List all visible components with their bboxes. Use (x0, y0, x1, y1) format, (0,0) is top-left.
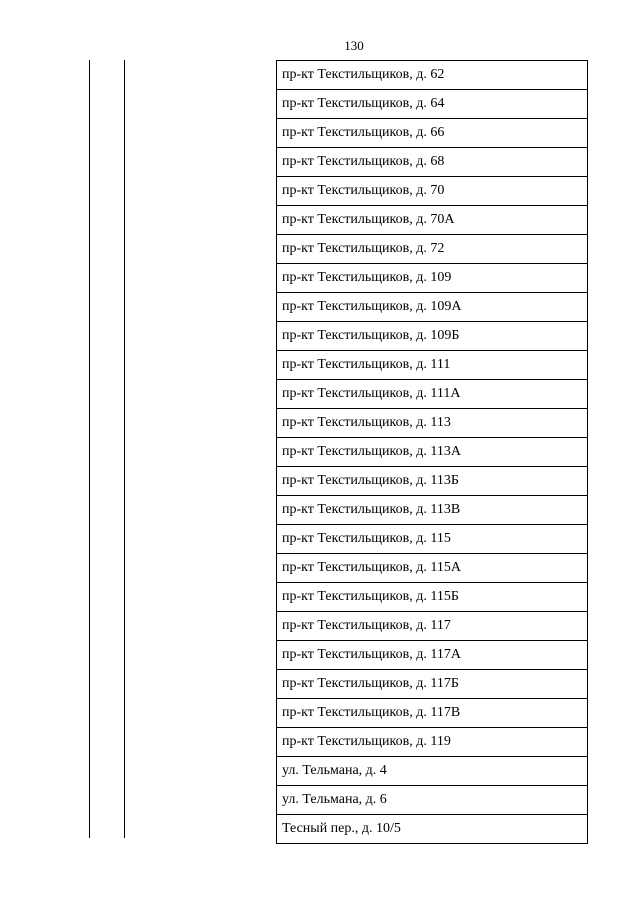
table-row (277, 90, 588, 119)
address-cell: пр-кт Текстильщиков, д. 66 (277, 119, 588, 148)
address-cell: пр-кт Текстильщиков, д. 117 (277, 612, 588, 641)
table-row (277, 728, 588, 757)
table-row (277, 467, 588, 496)
address-cell: пр-кт Текстильщиков, д. 70А (277, 206, 588, 235)
address-cell: пр-кт Текстильщиков, д. 113 (277, 409, 588, 438)
address-cell: пр-кт Текстильщиков, д. 115 (277, 525, 588, 554)
table-row (277, 815, 588, 844)
address-cell: пр-кт Текстильщиков, д. 111А (277, 380, 588, 409)
table-row (277, 119, 588, 148)
table-row (277, 177, 588, 206)
table-row (277, 235, 588, 264)
address-cell: пр-кт Текстильщиков, д. 113Б (277, 467, 588, 496)
address-cell: пр-кт Текстильщиков, д. 72 (277, 235, 588, 264)
address-cell: Тесный пер., д. 10/5 (277, 815, 588, 844)
table-row (277, 148, 588, 177)
address-cell: пр-кт Текстильщиков, д. 109 (277, 264, 588, 293)
table-row (277, 322, 588, 351)
address-cell: ул. Тельмана, д. 4 (277, 757, 588, 786)
address-cell: пр-кт Текстильщиков, д. 70 (277, 177, 588, 206)
table-row (277, 670, 588, 699)
address-cell: пр-кт Текстильщиков, д. 117А (277, 641, 588, 670)
table-row (277, 554, 588, 583)
address-cell: пр-кт Текстильщиков, д. 115Б (277, 583, 588, 612)
address-cell: ул. Тельмана, д. 6 (277, 786, 588, 815)
address-cell: пр-кт Текстильщиков, д. 64 (277, 90, 588, 119)
table-row (277, 757, 588, 786)
address-cell: пр-кт Текстильщиков, д. 113А (277, 438, 588, 467)
table-row (277, 61, 588, 90)
address-cell: пр-кт Текстильщиков, д. 109А (277, 293, 588, 322)
address-cell: пр-кт Текстильщиков, д. 115А (277, 554, 588, 583)
address-cell: пр-кт Текстильщиков, д. 117Б (277, 670, 588, 699)
table-row (277, 293, 588, 322)
table-row (277, 206, 588, 235)
table-row (277, 525, 588, 554)
table-row (277, 699, 588, 728)
address-cell: пр-кт Текстильщиков, д. 119 (277, 728, 588, 757)
address-cell: пр-кт Текстильщиков, д. 111 (277, 351, 588, 380)
table-row (277, 409, 588, 438)
address-cell: пр-кт Текстильщиков, д. 113В (277, 496, 588, 525)
table-row (277, 786, 588, 815)
table-row (277, 264, 588, 293)
address-cell: пр-кт Текстильщиков, д. 68 (277, 148, 588, 177)
table-row (277, 380, 588, 409)
table-row (277, 496, 588, 525)
table-row (277, 641, 588, 670)
address-cell: пр-кт Текстильщиков, д. 62 (277, 61, 588, 90)
table-column-divider (124, 60, 125, 838)
table-row (277, 351, 588, 380)
table-row (277, 583, 588, 612)
table-row (277, 438, 588, 467)
address-cell: пр-кт Текстильщиков, д. 117В (277, 699, 588, 728)
page-number: 130 (344, 38, 364, 53)
address-cell: пр-кт Текстильщиков, д. 109Б (277, 322, 588, 351)
table-row (277, 612, 588, 641)
table-column-divider (89, 60, 90, 838)
address-table (276, 60, 588, 844)
